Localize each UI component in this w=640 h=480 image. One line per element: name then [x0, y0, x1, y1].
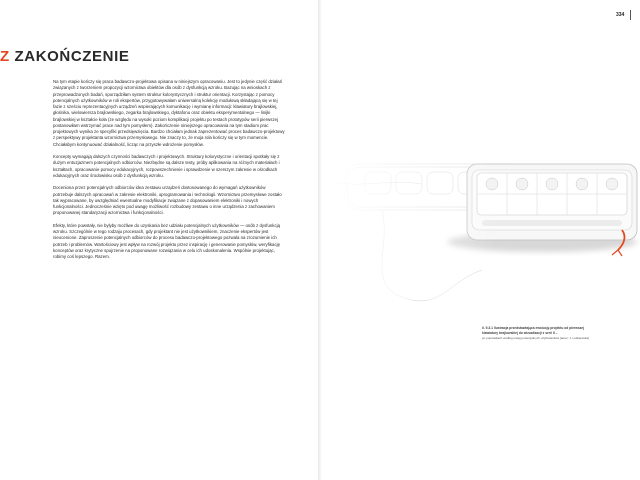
paragraph: Na tym etapie kończy się praca badawczo-projektowa opisana w niniejszym opracowaniu. Jest to jedynie część działań związanych z tworzeniem propozycji wzornictwa obiektów dla osób z dysfunkcją wzroku. Bazując na wnioskach z przeprowadzonych badań, sporządziłam system struktur kolorystycznych i struktur orientacji. Korzystając z pomocy potencjalnych użytkowników w roli ekspertów, przygotowywałam uniwersalną kolekcję modułową składającą się w tej fazie z sześciu reprezentacyjnych urządzeń wspierających komunikację i wymianę informacji: klawiatury brajlowskiej, głośnika, wielowiersza brajlowskiego, zegarka brajlowskiego, dyktafonu oraz obiektu eksperymentalnego — linijki brajlowskiej w kształcie koła (ze względu na wysoki poziom komplikacji projektu po testach prototypów serii pierwszej postanowiłam wstrzymać prace nad tym pomysłem). Zakończenie niniejszego opracowania na tym stadium prac projektowych wynika ze specyfiki przedsięwzięcia. Bardzo chciałam jednak zaprezentować proces badawczo-projektowy z perspektywy projektanta wzornictwa przemysłowego. Nie znaczy to, że moja rola kończy się w tym momencie. Chciałabym kontynuować działalność, licząc na przyszłe wdrożenie pomysłów.: [53, 79, 285, 147]
figure-caption: [482, 326, 638, 340]
keyboard-illustration: [322, 60, 640, 330]
caption-line: il. 9.3.1 Ilustracja przedstawiająca ewolucję projektu od pierwszej: [482, 326, 585, 330]
left-page: [0, 0, 318, 480]
body-text: [53, 79, 285, 267]
caption-credit: po poprawkach według uwag potencjalnych użytkowników [autor: J. Leśkiewska]: [482, 335, 589, 340]
paragraph: Koncepty wymagają dalszych czynności badawczych i projektowych. Struktury kolorystyczne i orientacji spotkały się z dużym entuzjazmem potencjalnych odbiorców. Niezbędne są dalsze testy, próby aplikowania na różnych materiałach i kształtach, opracowanie pomocy edukacyjnych, rozpowszechnienie i sprawdzenie w szerszym zakresie w ośrodkach edukacyjnych oraz środowisku osób z dysfunkcją wzroku.: [53, 154, 280, 178]
title-text: ZAKOŃCZENIE: [9, 48, 130, 65]
page-number: 334: [616, 12, 625, 18]
caption-line: klawiatury brajlowskiej do wizualizacji z serii II –: [482, 330, 558, 335]
paragraph: Efekty, które powstały, nie byłyby możliwe do uzyskania bez udziału potencjalnych użytkowników — osób z dysfunkcją wzroku. Szczególnie w tego rodzaju procesach, gdy projektant nie jest użytkownikiem, znaczenie ekspertów jest nieocenione. Zaproszenie potencjalnych odbiorców do procesu badawczo-projektowego pozwala na zrozumienie ich potrzeb i problemów. Wartościowy jest wpływ na rozwój projektu przez inspirację i generowanie pomysłów, weryfikację konceptów oraz krytyczne spojrzenie na proponowane rozwiązania w celu ich udoskonalenia. Wspólnie projektując, robimy coś lepszego. Razem.: [53, 222, 281, 259]
right-page: [322, 0, 640, 480]
title-prefix: Z: [0, 48, 10, 65]
paragraph: Doceniona przez potencjalnych odbiorców idea zestawu urządzeń dostosowanego do wymagań użytkowników potrzebuje dalszych opracowań w zakresie elektroniki, oprogramowania i technologii. Wzornictwo przemysłowe zostało tak wypracowane, by uwzględniać ewentualne modyfikacje związane z dopasowaniem elektroniki i nowych funkcjonalności. Jednocześnie wzięto pod uwagę możliwość rozbudowy zestawu o inne urządzenia z zachowaniem proponowanej standaryzacji wzornictwa i funkcjonalności.: [53, 185, 282, 216]
page-number-rule: [630, 10, 631, 20]
chapter-title: [0, 48, 129, 65]
